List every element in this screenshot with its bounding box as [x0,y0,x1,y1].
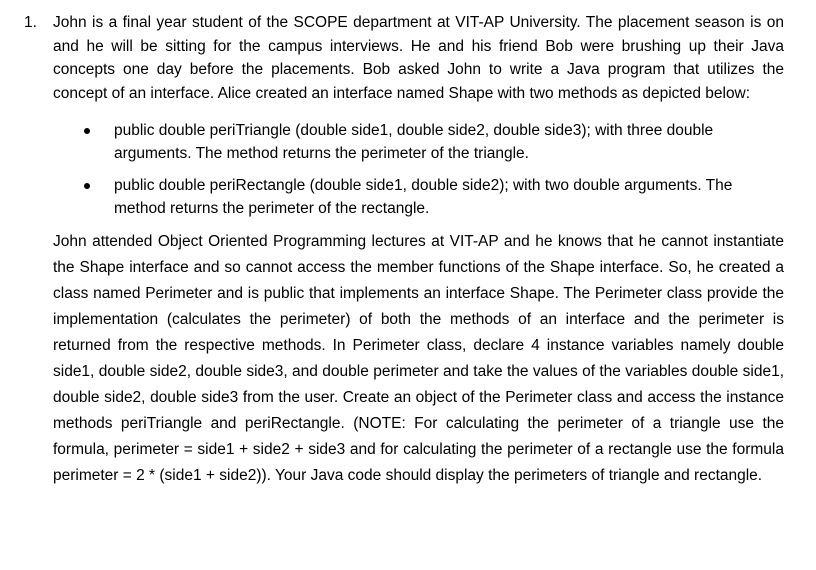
bullet-icon [84,128,90,134]
question-1 [24,11,784,489]
question-number: 1. [24,14,37,31]
method-item-text: public double periTriangle (double side1, double side2, double side3); with three double arguments. The method returns the perimeter of the triangle. [114,122,714,162]
bullet-icon [84,183,90,189]
method-item-peri-rectangle [84,174,784,220]
method-item-text: public double periRectangle (double side1, double side2); with two double arguments. The method returns the perimeter of the rectangle. [114,177,733,217]
method-list [24,119,784,220]
question-intro: John is a final year student of the SCOPE department at VIT-AP University. The placement season is on and he will be sitting for the campus interviews. He and his friend Bob were brushing up their Java concepts one day before the placements. Bob asked John to write a Java program that utilizes the concept of an interface. Alice created an interface named Shape with two methods as depicted below: [53,14,784,102]
method-item-peri-triangle [84,119,784,165]
question-body: John attended Object Oriented Programming lectures at VIT-AP and he knows that he cannot instantiate the Shape interface and so cannot access the member functions of the Shape interface. So, he created a class named Perimeter and is public that implements an interface Shape. The Perimeter class provide the implementation (calculates the perimeter) of both the methods of an interface and the perimeter is returned from the respective methods. In Perimeter class, declare 4 instance variables namely double side1, double side2, double side3, and double perimeter and take the values of the variables double side1, double side2, double side3 from the user. Create an object of the Perimeter class and access the instance methods periTriangle and periRectangle. (NOTE: For calculating the perimeter of a triangle use the formula, perimeter = side1 + side2 + side3 and for calculating the perimeter of a rectangle use the formula perimeter = 2 * (side1 + side2)). Your Java code should display the perimeters of triangle and rectangle. [53,233,784,484]
